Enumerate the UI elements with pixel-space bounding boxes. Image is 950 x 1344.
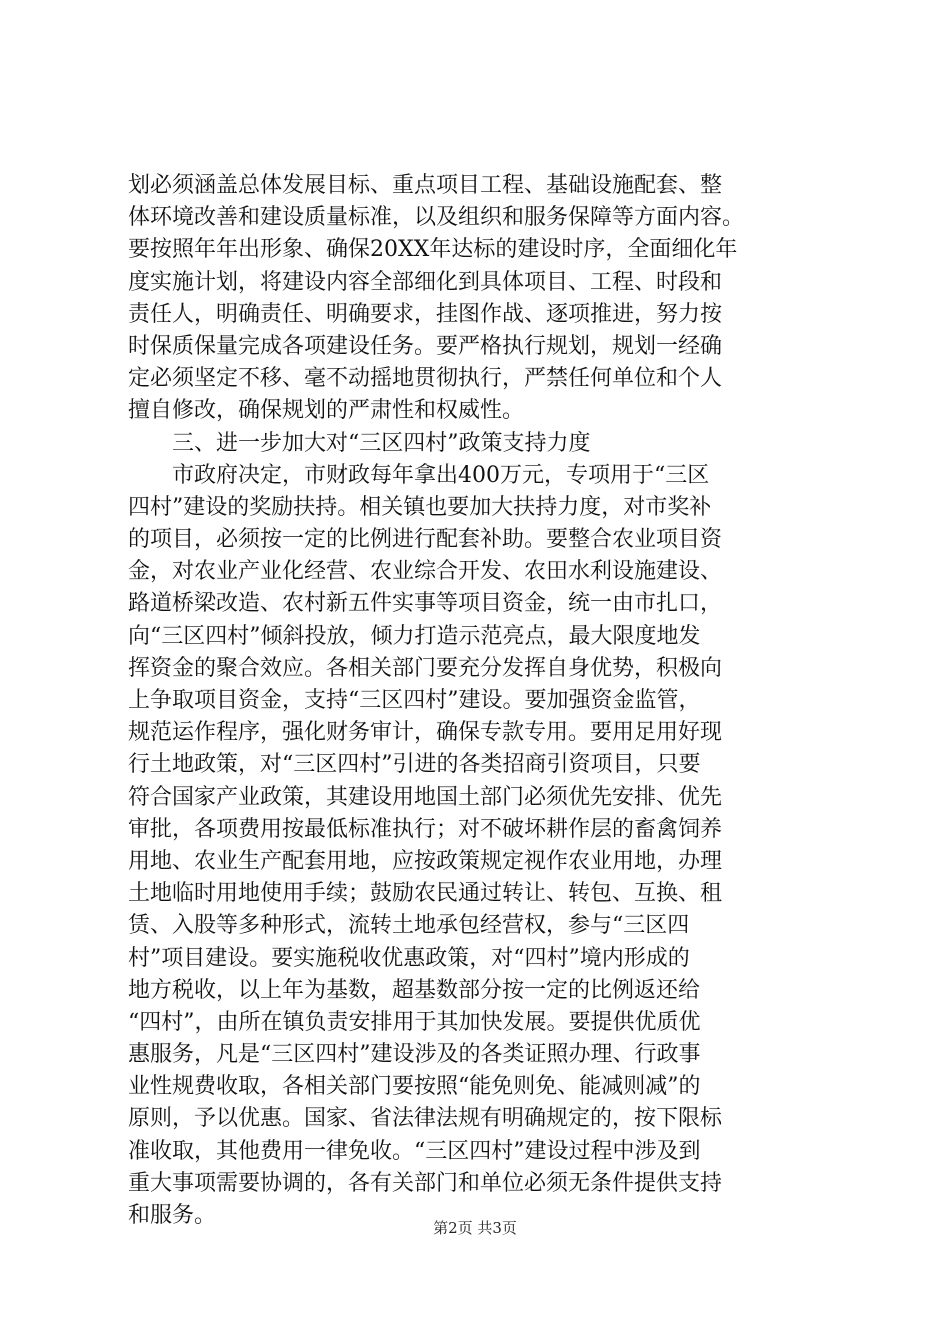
text-line: 村”项目建设。要实施税收优惠政策，对“四村”境内形成的 <box>128 945 690 971</box>
text-line: 上争取项目资金，支持“三区四村”建设。要加强资金监管， <box>128 688 701 713</box>
text-line: “四村”，由所在镇负责安排用于其加快发展。要提供优质优 <box>128 1009 701 1035</box>
text-line: 要按照年年出形象、确保20XX年达标的建设时序，全面细化年 <box>128 237 738 263</box>
section-heading: 三、进一步加大对“三区四村”政策支持力度 <box>172 430 591 456</box>
text-line: 时保质保量完成各项建设任务。要严格执行规划，规划一经确 <box>128 333 723 359</box>
text-line: 挥资金的聚合效应。各相关部门要充分发挥自身优势，积极向 <box>128 655 723 681</box>
text-line: 和服务。 <box>128 1203 217 1228</box>
text-line: 赁、入股等多种形式，流转土地承包经营权，参与“三区四 <box>128 913 690 939</box>
text-line: 路道桥梁改造、农村新五件实事等项目资金，统一由市扎口， <box>128 591 723 617</box>
text-line: 金，对农业产业化经营、农业综合开发、农田水利设施建设、 <box>128 559 723 585</box>
text-line: 体环境改善和建设质量标准，以及组织和服务保障等方面内容。 <box>128 205 745 231</box>
text-line: 四村”建设的奖励扶持。相关镇也要加大扶持力度，对市奖补 <box>128 494 712 520</box>
text-line: 度实施计划，将建设内容全部细化到具体项目、工程、时段和 <box>128 269 723 295</box>
text-line: 用地、农业生产配套用地，应按政策规定视作农业用地，办理 <box>128 848 723 874</box>
text-line: 擅自修改，确保规划的严肃性和权威性。 <box>128 398 525 424</box>
text-line: 向“三区四村”倾斜投放，倾力打造示范亮点，最大限度地发 <box>128 623 701 649</box>
text-line: 责任人，明确责任、明确要求，挂图作战、逐项推进，努力按 <box>128 301 723 327</box>
page-footer <box>0 1217 950 1238</box>
text-line: 重大事项需要协调的，各有关部门和单位必须无条件提供支持 <box>128 1170 723 1196</box>
page-number: 第2页 共3页 <box>433 1219 517 1237</box>
document-body <box>128 170 848 1232</box>
text-line: 审批，各项费用按最低标准执行；对不破坏耕作层的畜禽饲养 <box>128 816 723 842</box>
text-line: 行土地政策，对“三区四村”引进的各类招商引资项目，只要 <box>128 752 701 778</box>
text-line: 定必须坚定不移、毫不动摇地贯彻执行，严禁任何单位和个人 <box>128 366 723 392</box>
text-line: 规范运作程序，强化财务审计，确保专款专用。要用足用好现 <box>128 720 723 746</box>
text-line: 惠服务，凡是“三区四村”建设涉及的各类证照办理、行政事 <box>128 1042 701 1068</box>
text-line: 土地临时用地使用手续；鼓励农民通过转让、转包、互换、租 <box>128 881 723 907</box>
text-line: 地方税收，以上年为基数，超基数部分按一定的比例返还给 <box>128 977 701 1003</box>
text-line: 准收取，其他费用一律免收。“三区四村”建设过程中涉及到 <box>128 1138 701 1164</box>
text-line: 原则，予以优惠。国家、省法律法规有明确规定的，按下限标 <box>128 1106 723 1132</box>
text-line: 的项目，必须按一定的比例进行配套补助。要整合农业项目资 <box>128 527 723 553</box>
text-line: 符合国家产业政策，其建设用地国土部门必须优先安排、优先 <box>128 784 723 810</box>
text-line: 业性规费收取，各相关部门要按照“能免则免、能减则减”的 <box>128 1074 701 1100</box>
text-line: 划必须涵盖总体发展目标、重点项目工程、基础设施配套、整 <box>128 173 723 198</box>
text-line: 市政府决定，市财政每年拿出400万元，专项用于“三区 <box>172 462 710 488</box>
